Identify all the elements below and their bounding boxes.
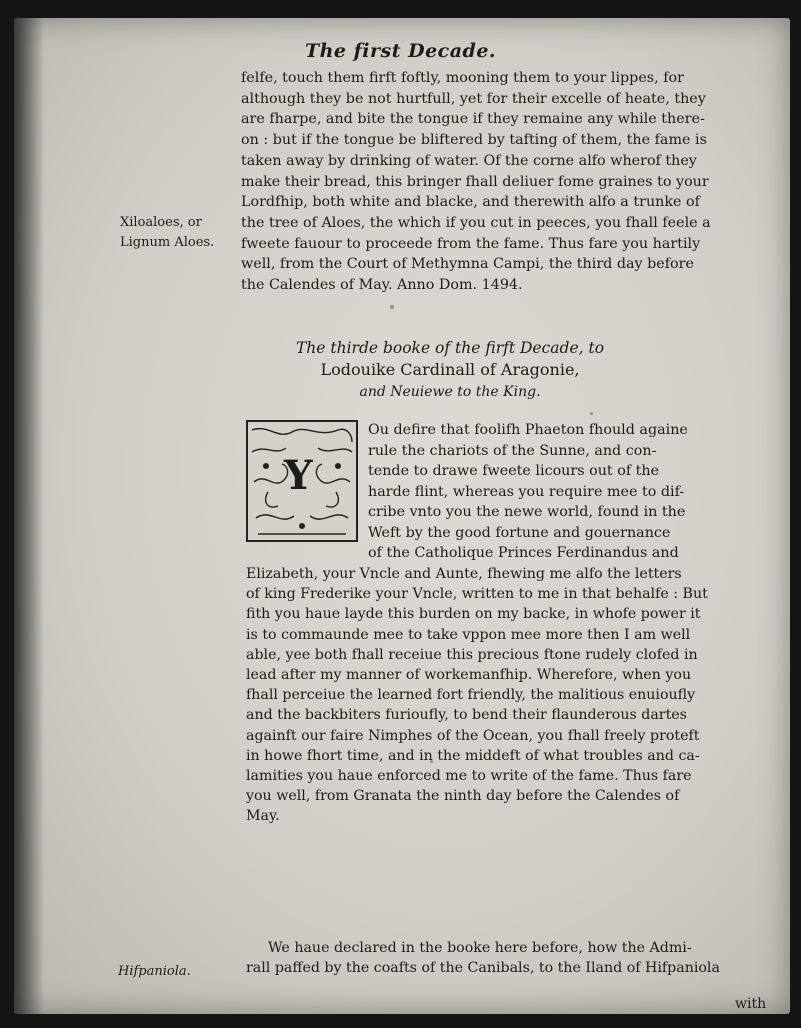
paragraph-2: [246, 564, 786, 827]
text-line: lead after my manner of workemanfhip. Wherefore, when you: [246, 667, 692, 684]
ink-speck: [390, 305, 394, 309]
text-line: and the backbiters furioufly, to bend their flaunderous dartes: [246, 707, 687, 724]
text-line: fith you haue layde this burden on my backe, in whofe power it: [246, 606, 701, 623]
text-line: able, yee both fhall receiue this precious ftone rudely clofed in: [246, 646, 698, 663]
text-line: cribe vnto you the newe world, found in the: [368, 504, 686, 520]
ink-speck: [590, 412, 593, 415]
text-line: fhall perceiue the learned fort friendly, the malitious enuioufly: [246, 687, 696, 704]
text-line: is to commaunde mee to take vppon mee more then I am well: [246, 626, 691, 643]
text-line: rall paffed by the coafts of the Canibals, to the Iland of Hifpaniola: [246, 960, 720, 977]
margin-note-hispaniola: Hifpaniola.: [118, 964, 191, 979]
ink-speck: [430, 760, 433, 763]
text-line: you well, from Granata the ninth day before the Calendes of: [246, 788, 680, 805]
text-line: although they be not hurtfull, yet for their excelle of heate, they: [241, 90, 706, 107]
running-title: The first Decade.: [304, 40, 497, 62]
text-line: the Calendes of May. Anno Dom. 1494.: [241, 277, 523, 294]
text-line: Ou defire that foolifh Phaeton fhould againe: [368, 422, 688, 438]
paragraph-3: [246, 938, 786, 978]
text-line: the tree of Aloes, the which if you cut in peeces, you fhall feele a: [241, 214, 711, 231]
book-heading-line: The thirde booke of the firft Decade, to: [295, 339, 605, 357]
text-line: fweete fauour to proceede from the fame. Thus fare you hartily: [241, 235, 701, 252]
text-line: of king Frederike your Vncle, written to me in that behalfe : But: [246, 586, 708, 603]
text-line: on : but if the tongue be bliftered by tafting of them, the fame is: [241, 132, 707, 149]
book-heading: [250, 337, 650, 403]
text-line: May.: [246, 808, 280, 825]
margin-note-xiloaloes: Xiloaloes, or: [120, 215, 202, 230]
text-line: Elizabeth, your Vncle and Aunte, fhewing me alfo the letters: [246, 566, 682, 582]
paragraph-2-indented: [368, 420, 801, 564]
text-line: againft our faire Nimphes of the Ocean, you fhall freely proteft: [246, 727, 700, 744]
book-heading-line: and Neuiewe to the King.: [359, 384, 541, 400]
text-line: of the Catholique Princes Ferdinandus and: [368, 545, 679, 561]
text-line: lamities you haue enforced me to write of the fame. Thus fare: [246, 768, 692, 785]
text-line: We haue declared in the booke here before, how the Admi-: [268, 940, 692, 956]
text-line: harde flint, whereas you require mee to dif-: [368, 483, 685, 500]
text-line: felfe, touch them firft foftly, mooning them to your lippes, for: [241, 70, 684, 86]
text-line: in howe fhort time, and in the middeft of what troubles and ca-: [246, 747, 700, 764]
page-gutter: [14, 18, 44, 1014]
text-line: are fharpe, and bite the tongue if they remaine any while there-: [241, 111, 705, 128]
text-line: make their bread, this bringer fhall deliuer fome graines to your: [241, 173, 709, 190]
text-line: Lordfhip, both white and blacke, and therewith alfo a trunke of: [241, 194, 700, 211]
margin-note-lignum-aloes: Lignum Aloes.: [120, 235, 215, 250]
initial-letter: Y: [284, 452, 313, 499]
text-line: well, from the Court of Methymna Campi, the third day before: [241, 256, 694, 273]
text-line: taken away by drinking of water. Of the corne alfo wherof they: [241, 152, 697, 169]
catchword: with: [735, 996, 767, 1012]
text-line: tende to drawe fweete licours out of the: [368, 463, 660, 479]
book-heading-line: Lodouike Cardinall of Aragonie,: [320, 360, 580, 379]
paragraph-1: [241, 68, 781, 296]
text-line: Weft by the good fortune and gouernance: [368, 524, 671, 541]
text-line: rule the chariots of the Sunne, and con-: [368, 442, 657, 459]
